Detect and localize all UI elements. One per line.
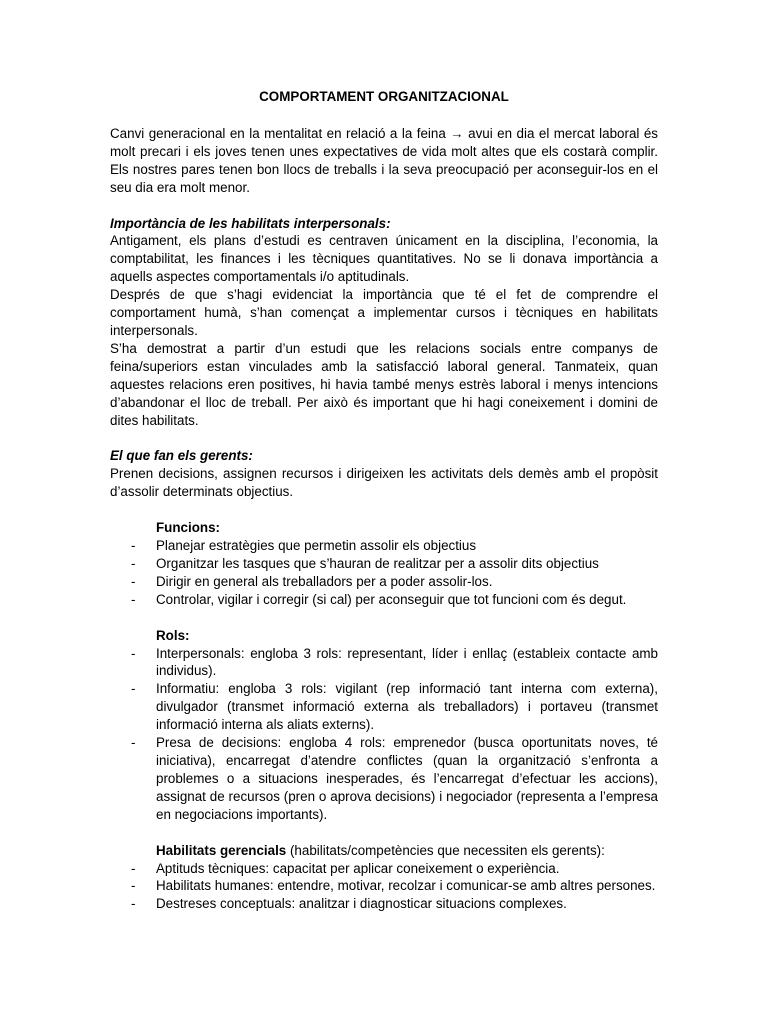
right-arrow-icon: → bbox=[450, 125, 464, 141]
list-item: - Informatiu: engloba 3 rols: vigilant (rep informació tant interna com externa), divulgador (transmet informació externa als treballadors) i portaveu (transmet informació interna als aliats externs). bbox=[131, 681, 658, 733]
dash-bullet: - bbox=[131, 591, 136, 607]
rols-label: Rols: bbox=[156, 627, 190, 643]
habilitats-label-rest: (habilitats/competències que necessiten els gerents): bbox=[286, 842, 605, 858]
dash-bullet: - bbox=[131, 555, 136, 571]
document-title: COMPORTAMENT ORGANITZACIONAL bbox=[259, 89, 509, 104]
intro-text-before-arrow: Canvi generacional en la mentalitat en relació a la feina bbox=[110, 125, 446, 141]
rols-list bbox=[110, 645, 658, 824]
list-item: - Destreses conceptuals: analitzar i diagnosticar situacions complexes. bbox=[131, 896, 567, 912]
section1-paragraph: Després de que s’hagi evidenciat la importància que té el fet de comprendre el comportament humà, s’han començat a implementar cursos i tècniques en habilitats interpersonals. bbox=[110, 287, 658, 338]
dash-bullet: - bbox=[131, 735, 136, 751]
funcions-label: Funcions: bbox=[156, 520, 220, 536]
dash-bullet: - bbox=[131, 681, 136, 697]
dash-bullet: - bbox=[131, 573, 136, 589]
dash-bullet: - bbox=[131, 860, 136, 876]
dash-bullet: - bbox=[131, 896, 136, 912]
intro-text-after-arrow: avui en dia el mercat laboral és molt precari i els joves tenen unes expectatives de vida molt altes que els costarà complir. Els nostres pares tenen bon llocs de treballs i la seva preocupació per aconseguir-los en el seu dia era molt menor. bbox=[110, 125, 658, 195]
list-item: - Dirigir en general als treballadors per a poder assolir-los. bbox=[131, 573, 493, 589]
list-item: - Presa de decisions: engloba 4 rols: emprenedor (busca oportunitats noves, té iniciativa), encarregat d’atendre conflictes (quan la organització s’enfronta a problemes o a situacions inesperades, és l’encarregat d’efectuar les accions), assignat de recursos (pren o aprova decisions) i negociador (representa a l’empresa en negociacions importants). bbox=[131, 735, 658, 822]
section-heading-managers: El que fan els gerents: bbox=[110, 448, 253, 464]
section-heading-interpersonal-skills: Importància de les habilitats interpersonals: bbox=[110, 215, 391, 231]
list-item: - Controlar, vigilar i corregir (si cal) per aconseguir que tot funcioni com és degut. bbox=[131, 591, 627, 607]
dash-bullet: - bbox=[131, 645, 136, 661]
intro-paragraph bbox=[110, 125, 658, 197]
habilitats-label bbox=[110, 842, 658, 860]
habilitats-list bbox=[110, 860, 658, 914]
dash-bullet: - bbox=[131, 538, 136, 554]
list-item: - Planejar estratègies que permetin assolir els objectius bbox=[131, 538, 477, 554]
dash-bullet: - bbox=[131, 878, 136, 894]
list-item: - Habilitats humanes: entendre, motivar, recolzar i comunicar-se amb altres persones. bbox=[131, 878, 656, 894]
habilitats-label-bold: Habilitats gerencials bbox=[156, 842, 287, 858]
section2-paragraph: Prenen decisions, assignen recursos i dirigeixen les activitats dels demès amb el propòsit d’assolir determinats objectius. bbox=[110, 466, 658, 500]
list-item: - Organitzar les tasques que s’hauran de realitzar per a assolir dits objectius bbox=[131, 555, 599, 571]
section1-paragraph: Antigament, els plans d’estudi es centraven únicament en la disciplina, l’economia, la comptabilitat, les finances i les tècniques quantitatives. No se li donava importància a aquells aspectes comportamentals i/o aptitudinals. bbox=[110, 233, 658, 285]
funcions-list bbox=[110, 537, 658, 609]
list-item: - Interpersonals: engloba 3 rols: representant, líder i enllaç (estableix contacte amb individus). bbox=[131, 645, 658, 679]
section1-paragraph: S’ha demostrat a partir d’un estudi que les relacions socials entre companys de feina/superiors estan vinculades amb la satisfacció laboral general. Tanmateix, quan aquestes relacions eren positives, hi havia també menys estrès laboral i menys intencions d’abandonar el lloc de treball. Per això és important que hi hagi coneixement i domini de dites habilitats. bbox=[110, 340, 658, 428]
list-item: - Aptituds tècniques: capacitat per aplicar coneixement o experiència. bbox=[131, 860, 560, 876]
